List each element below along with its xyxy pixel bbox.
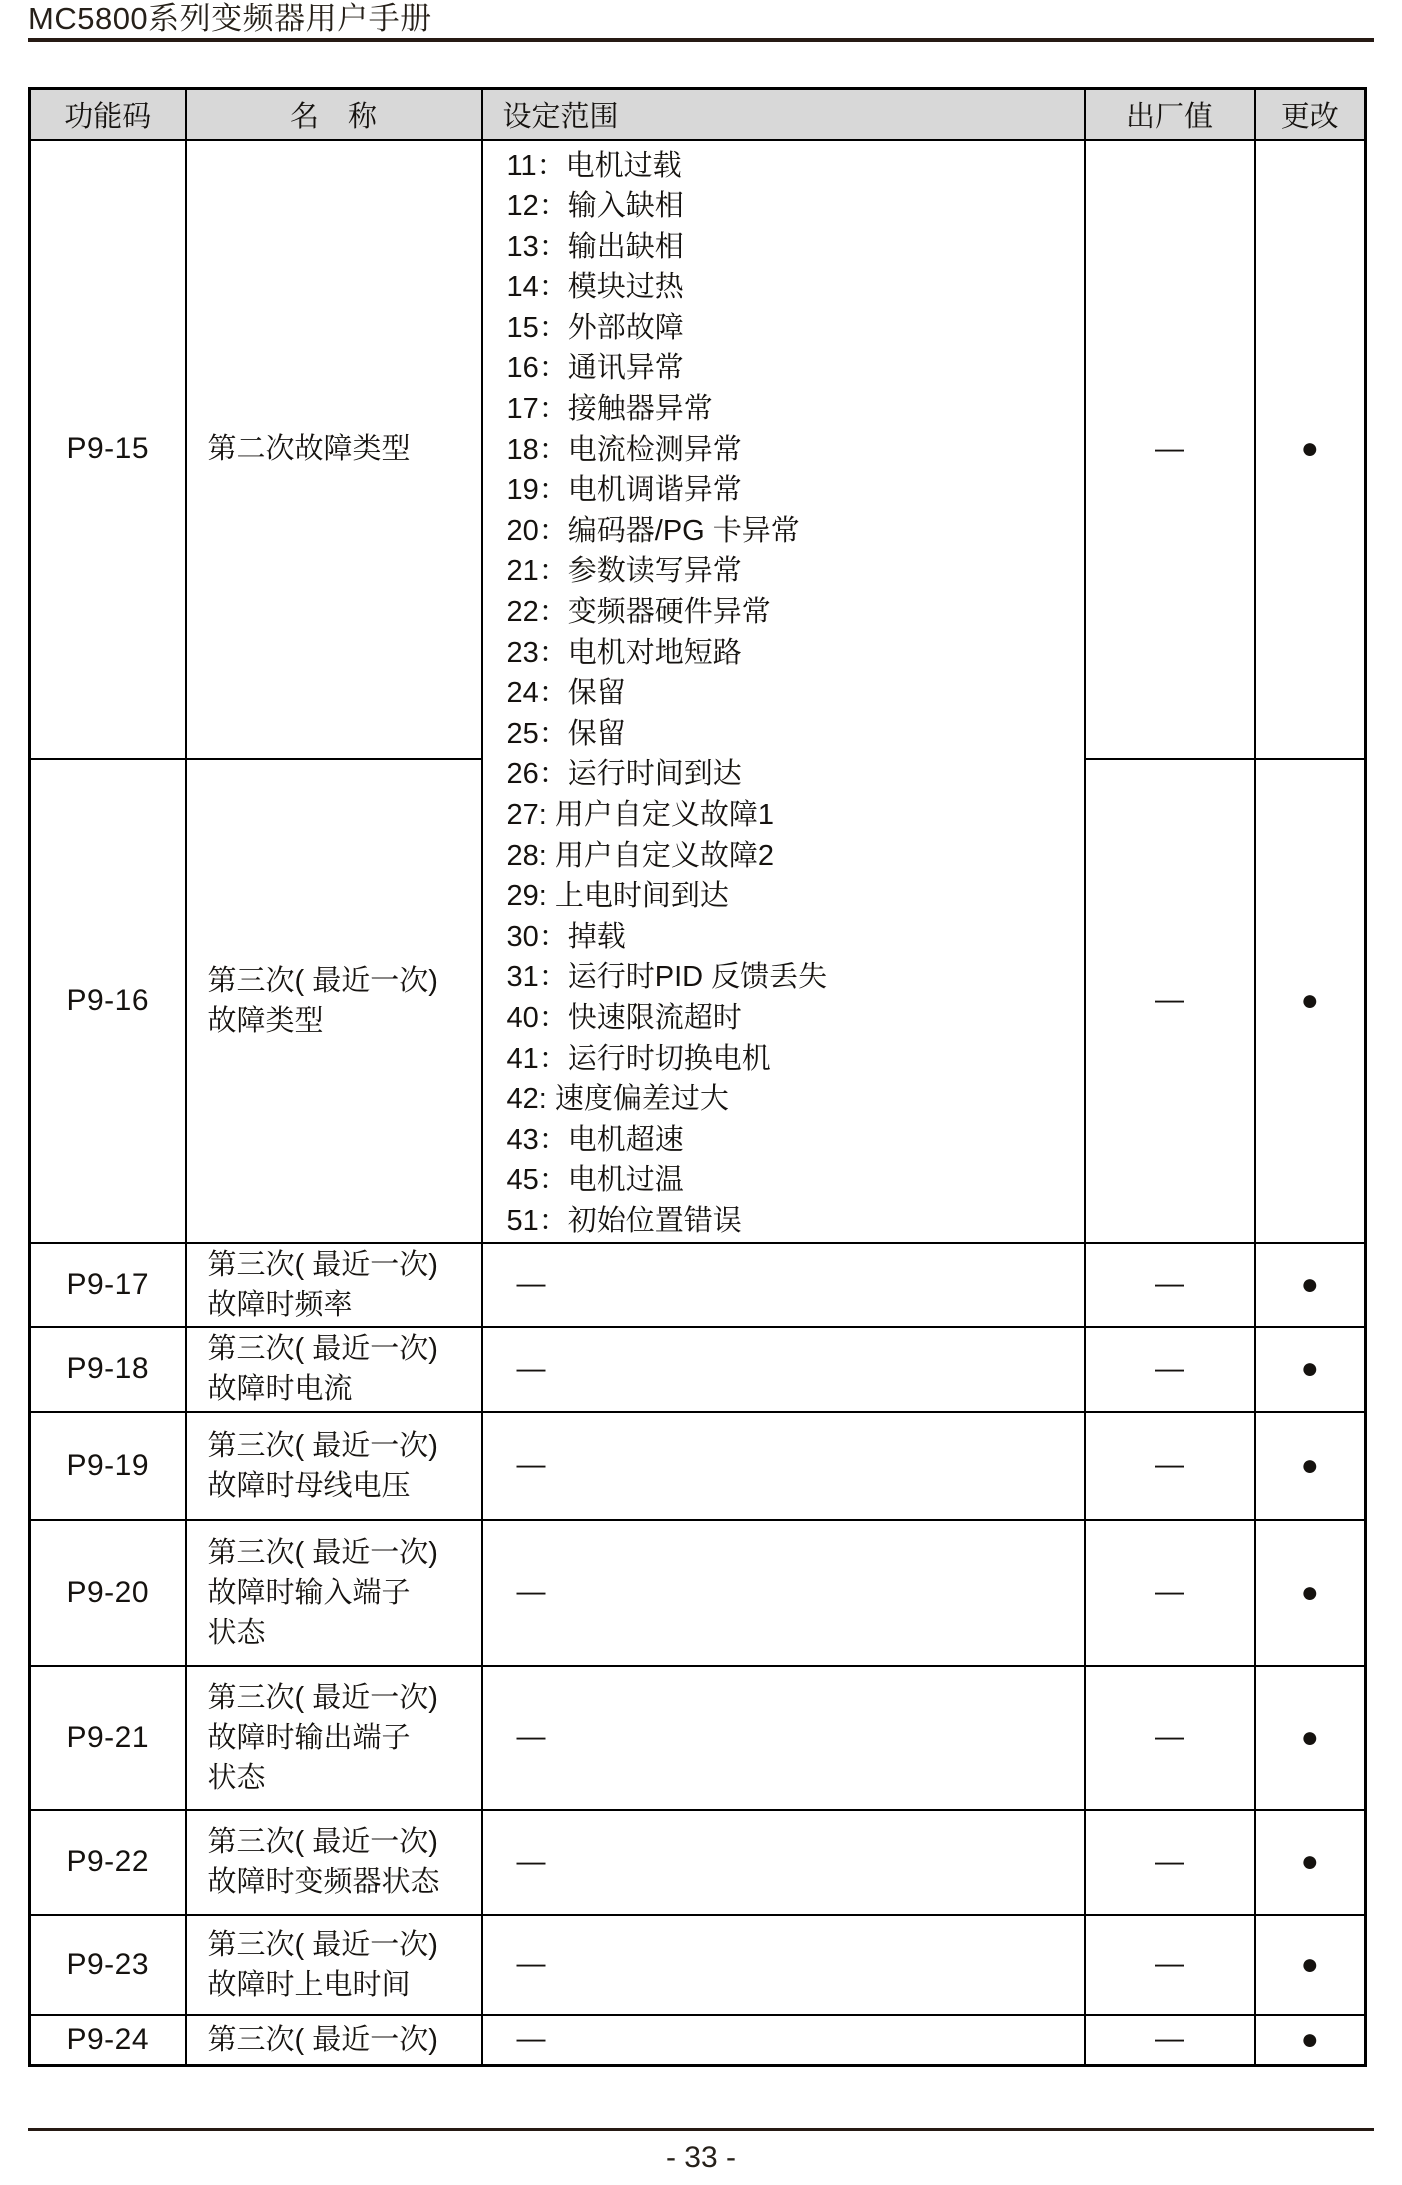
cell-function-code: P9-17 <box>30 1243 186 1327</box>
modified-dot: ● <box>1255 759 1366 1242</box>
table-row <box>30 1412 1366 1520</box>
column-header-factory-value: 出厂值 <box>1085 89 1255 140</box>
column-header-setting-range: 设定范围 <box>482 89 1085 140</box>
cell-factory-value: — <box>1085 1327 1255 1412</box>
cell-factory-value: — <box>1085 759 1255 1242</box>
cell-setting-range: — <box>482 1327 1085 1412</box>
cell-function-code: P9-23 <box>30 1915 186 2015</box>
fault-type-list: 11：电机过载 12：输入缺相 13：输出缺相 14：模块过热 15：外部故障 16：通讯异常 17：接触器异常 18：电流检测异常 19：电机调谐异常 20：编码器/PG 卡异常 21：参数读写异常 22：变频器硬件异常 23：电机对地短路 24：保留 25：保留 26：运行时间到达 27: 用户自定义故障1 28: 用户自定义故障2 29: 上电时间到达 30：掉载 31：运行时PID 反馈丢失 40：快速限流超时 41：运行时切换电机 42: 速度偏差过大 43：电机超速 45：电机过温 51：初始位置错误 <box>506 149 828 1237</box>
cell-setting-range: — <box>482 1915 1085 2015</box>
cell-factory-value: — <box>1085 1243 1255 1327</box>
table-row <box>30 1915 1366 2015</box>
cell-function-code: P9-19 <box>30 1412 186 1520</box>
modified-dot: ● <box>1255 2015 1366 2066</box>
cell-function-code: P9-22 <box>30 1810 186 1915</box>
table-row <box>30 1520 1366 1666</box>
cell-name: 第三次( 最近一次) <box>186 2015 482 2066</box>
modified-dot: ● <box>1255 1520 1366 1666</box>
cell-function-code: P9-16 <box>30 759 186 1242</box>
column-header-function-code: 功能码 <box>30 89 186 140</box>
modified-dot: ● <box>1255 1243 1366 1327</box>
table-row <box>30 140 1366 760</box>
modified-dot: ● <box>1255 1810 1366 1915</box>
modified-dot: ● <box>1255 1666 1366 1810</box>
modified-dot: ● <box>1255 1915 1366 2015</box>
cell-function-code: P9-20 <box>30 1520 186 1666</box>
header-divider <box>28 38 1374 42</box>
table-header-row <box>30 89 1366 140</box>
cell-name: 第三次( 最近一次) 故障类型 <box>186 759 482 1242</box>
cell-setting-range: — <box>482 1520 1085 1666</box>
table-row <box>30 1810 1366 1915</box>
cell-name: 第三次( 最近一次) 故障时上电时间 <box>186 1915 482 2015</box>
cell-name: 第三次( 最近一次) 故障时输入端子 状态 <box>186 1520 482 1666</box>
cell-setting-range: — <box>482 1412 1085 1520</box>
column-header-modify: 更改 <box>1255 89 1366 140</box>
cell-function-code: P9-15 <box>30 140 186 760</box>
table-row <box>30 1243 1366 1327</box>
table-row <box>30 1327 1366 1412</box>
cell-factory-value: — <box>1085 1412 1255 1520</box>
footer-divider <box>28 2128 1374 2131</box>
cell-setting-range: — <box>482 2015 1085 2066</box>
parameter-table <box>28 87 1367 2067</box>
cell-name: 第三次( 最近一次) 故障时母线电压 <box>186 1412 482 1520</box>
cell-factory-value: — <box>1085 1666 1255 1810</box>
page-title: MC5800系列变频器用户手册 <box>28 1 432 36</box>
cell-setting-range: — <box>482 1666 1085 1810</box>
modified-dot: ● <box>1255 1327 1366 1412</box>
modified-dot: ● <box>1255 1412 1366 1520</box>
page-number: - 33 - <box>665 2141 737 2174</box>
cell-name: 第二次故障类型 <box>186 140 482 760</box>
cell-setting-range: — <box>482 1243 1085 1327</box>
cell-factory-value: — <box>1085 1810 1255 1915</box>
cell-name: 第三次( 最近一次) 故障时输出端子 状态 <box>186 1666 482 1810</box>
cell-factory-value: — <box>1085 2015 1255 2066</box>
cell-setting-range <box>482 140 1085 1243</box>
cell-name: 第三次( 最近一次) 故障时电流 <box>186 1327 482 1412</box>
cell-setting-range: — <box>482 1810 1085 1915</box>
column-header-name: 名 称 <box>186 89 482 140</box>
cell-name: 第三次( 最近一次) 故障时频率 <box>186 1243 482 1327</box>
cell-function-code: P9-21 <box>30 1666 186 1810</box>
cell-name: 第三次( 最近一次) 故障时变频器状态 <box>186 1810 482 1915</box>
cell-factory-value: — <box>1085 1520 1255 1666</box>
table-row <box>30 1666 1366 1810</box>
cell-function-code: P9-18 <box>30 1327 186 1412</box>
cell-function-code: P9-24 <box>30 2015 186 2066</box>
modified-dot: ● <box>1255 140 1366 760</box>
cell-factory-value: — <box>1085 1915 1255 2015</box>
cell-factory-value: — <box>1085 140 1255 760</box>
table-row <box>30 2015 1366 2066</box>
